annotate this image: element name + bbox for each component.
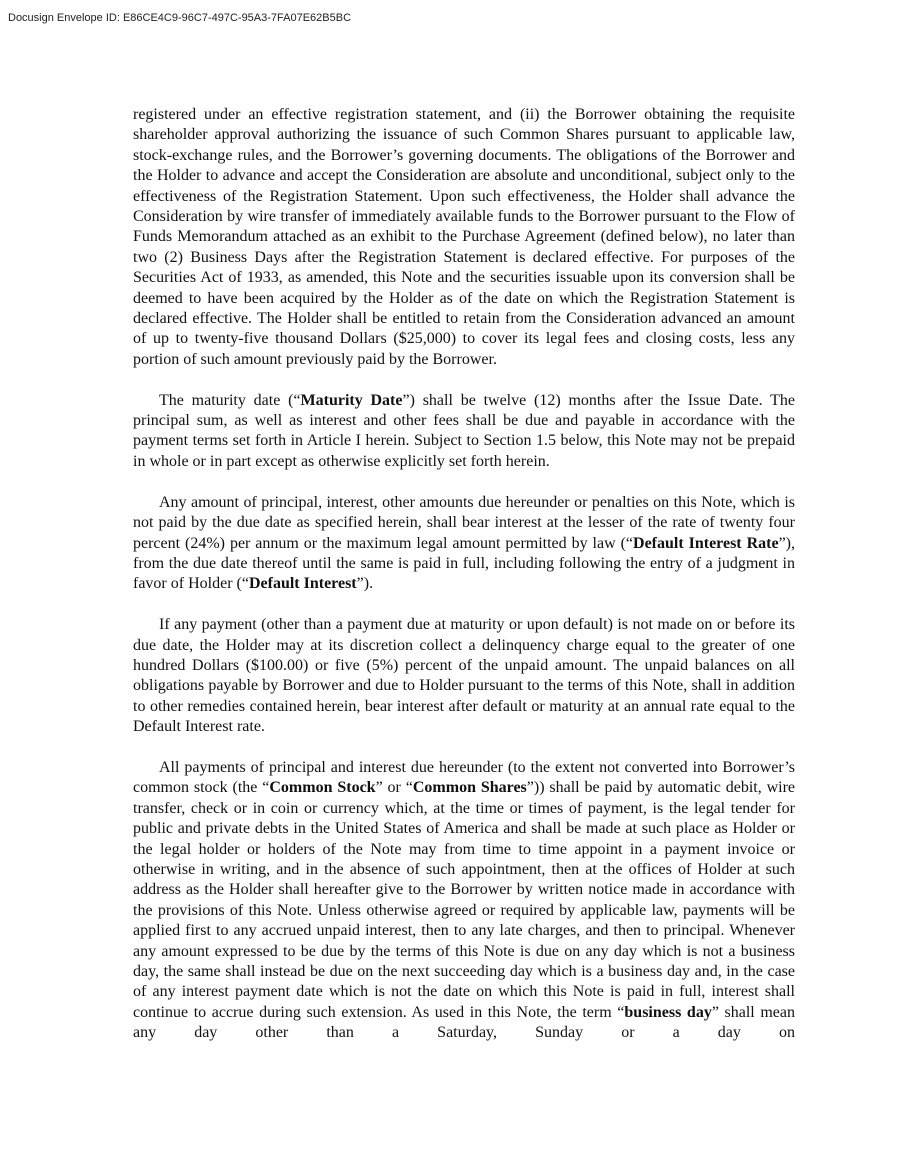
docusign-envelope-id: Docusign Envelope ID: E86CE4C9-96C7-497C-95A3-7FA07E62B5BC — [8, 12, 352, 24]
paragraph-maturity-date — [133, 391, 795, 473]
defined-term-business-day: business day — [624, 1003, 712, 1021]
defined-term-maturity-date: Maturity Date — [300, 391, 403, 409]
defined-term-common-shares: Common Shares — [412, 779, 527, 797]
paragraph-payments — [133, 758, 795, 1044]
text-segment: All payments of principal and interest due hereunder (to the extent not converted into Borrower’s common stock (the “ — [133, 758, 795, 797]
text-segment: ”), from the due date thereof until the same is paid in full, including following the entry of a judgment in favor of Holder (“ — [133, 534, 795, 593]
text-segment: ” or “ — [375, 779, 413, 797]
defined-term-default-interest-rate: Default Interest Rate — [633, 534, 779, 552]
text-segment: ” shall mean any day other than a Saturday, Sunday or a day on — [133, 1003, 796, 1042]
text-segment: The maturity date (“ — [159, 391, 301, 409]
paragraph-delinquency-charge — [133, 615, 795, 737]
text-segment: registered under an effective registration statement, and (ii) the Borrower obtaining the requisite shareholder approval authorizing the issuance of such Common Shares pursuant to applicable law, stock-exchange rules, and the Borrower’s governing documents. The obligations of the Borrower and the Holder to advance and accept the Consideration are absolute and unconditional, subject only to the effectiveness of the Registration Statement. Upon such effectiveness, the Holder shall advance the Consideration by wire transfer of immediately available funds to the Borrower pursuant to the Flow of Funds Memorandum attached as an exhibit to the Purchase Agreement (defined below), no later than two (2) Business Days after the Registration Statement is declared effective. For purposes of the Securities Act of 1933, as amended, this Note and the securities issuable upon its conversion shall be deemed to have been acquired by the Holder as of the date on which the Registration Statement is declared effective. The Holder shall be entitled to retain from the Consideration advanced an amount of up to twenty-five thousand Dollars ($25,000) to cover its legal fees and closing costs, less any portion of such amount previously paid by the Borrower. — [133, 106, 795, 368]
text-segment: If any payment (other than a payment due at maturity or upon default) is not made on or before its due date, the Holder may at its discretion collect a delinquency charge equal to the greater of one hundred Dollars ($100.00) or five (5%) percent of the unpaid amount. The unpaid balances on all obligations payable by Borrower and due to Holder pursuant to the terms of this Note, shall in addition to other remedies contained herein, bear interest after default or maturity at an annual rate equal to the Default Interest rate. — [133, 616, 795, 736]
paragraph-default-interest — [133, 493, 795, 595]
text-segment: ”) shall be twelve (12) months after the Issue Date. The principal sum, as well as interest and other fees shall be due and payable in accordance with the payment terms set forth in Article I herein. Subject to Section 1.5 below, this Note may not be prepaid in whole or in part except as otherwise explicitly set forth herein. — [133, 391, 795, 470]
paragraph-registration — [133, 105, 795, 370]
text-segment: ”). — [356, 575, 374, 593]
document-body — [133, 105, 795, 1044]
defined-term-default-interest: Default Interest — [248, 575, 357, 593]
text-segment: Any amount of principal, interest, other amounts due hereunder or penalties on this Note, which is not paid by the due date as specified herein, shall bear interest at the lesser of the rate of twenty four percent (24%) per annum or the maximum legal amount permitted by law (“ — [133, 493, 795, 552]
defined-term-common-stock: Common Stock — [269, 779, 376, 797]
text-segment: ”)) shall be paid by automatic debit, wire transfer, check or in coin or currency which, at the time or times of payment, is the legal tender for public and private debts in the United States of America and shall be made at such place as Holder or the legal holder or holders of the Note may from time to time appoint in a payment invoice or otherwise in writing, and in the absence of such appointment, then at the offices of Holder at such address as the Holder shall hereafter give to the Borrower by written notice made in accordance with the provisions of this Note. Unless otherwise agreed or required by applicable law, payments will be applied first to any accrued unpaid interest, then to any late charges, and then to principal. Whenever any amount expressed to be due by the terms of this Note is due on any day which is not a business day, the same shall instead be due on the next succeeding day which is a business day and, in the case of any interest payment date which is not the date on which this Note is paid in full, interest shall continue to accrue during such extension. As used in this Note, the term “ — [133, 779, 796, 1021]
